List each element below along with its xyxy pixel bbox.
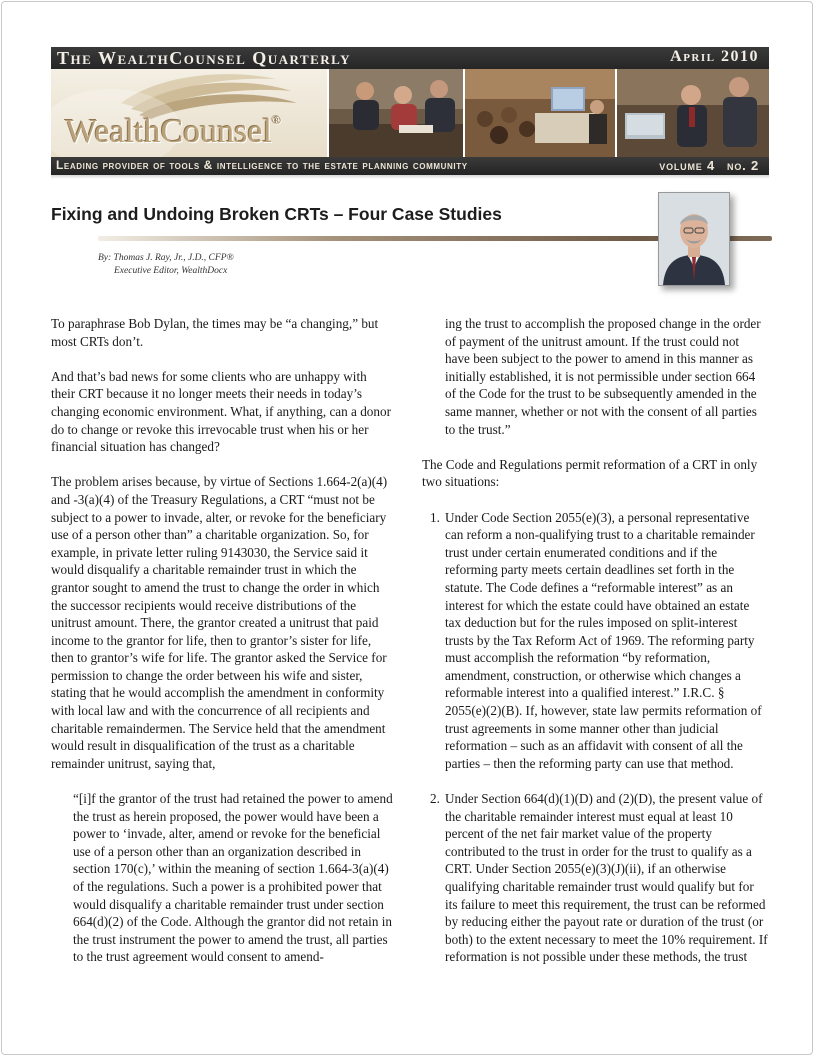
newsletter-page: [1, 1, 813, 1055]
byline-role: Executive Editor, WealthDocx: [114, 266, 228, 276]
byline-author: By: Thomas J. Ray, Jr., J.D., CFP®: [98, 253, 234, 263]
registered-mark: ®: [271, 113, 282, 127]
author-portrait: [658, 192, 730, 286]
author-portrait-icon: [659, 193, 729, 285]
office-discussion-photo-icon: [617, 69, 769, 157]
paragraph: The problem arises because, by virtue of Sections 1.664-2(a)(4) and -3(a)(4) of the Treasury Regulations, a CRT “must not be subject to a power to invade, alter, or revoke for the beneficiary use of a person other than” a charitable organization. So, for example, in private letter ruling 9143030, the Service said it would disqualify a charitable remainder trust in which the grantor sought to amend the trust to change the order in which the successor recipients would receive distributions of the unitrust amount. There, the grantor created a unitrust that paid income to the grantor for life, then to grantor’s sister for life, then to grantor’s wife for life. The grantor asked the Service for permission to change the order between his wife and sister, stating that he would accomplish the amendment in conformity with local law and with the concurrence of all recipients and charitable remaindermen. The Service held that the amendment would result in disqualification of the trust as a charitable remainder unitrust, saying that,: [51, 474, 388, 771]
masthead-bottom-bar: [51, 157, 769, 175]
photo-business-meeting: [329, 69, 463, 157]
logo-wordmark-text: WealthCounsel: [65, 113, 272, 150]
list-number: 1.: [430, 509, 440, 525]
presentation-photo-icon: [465, 69, 615, 157]
paragraph: The Code and Regulations permit reformation of a CRT in only two situations:: [422, 456, 758, 490]
issue-volume: [655, 158, 759, 173]
masthead-shadow: [51, 175, 769, 179]
logo-wordmark: [65, 113, 281, 151]
business-meeting-photo-icon: [329, 69, 463, 157]
list-item-text: Under Section 664(d)(1)(D) and (2)(D), the present value of the charitable remainder interest must equal at least 10 percent of the net fair market value of the property contributed to the trust in order for the trust to qualify as a CRT. Under Section 2055(e)(3)(J)(ii), if an otherwise qualifying charitable remainder trust would qualify but for its failure to meet this requirement, the trust can be reformed by reducing either the payout rate or duration of the trust (or both) to the extent necessary to meet the 10% requirement. If reformation is not possible under these methods, the trust: [445, 791, 768, 965]
list-item: [422, 509, 768, 773]
byline: [98, 252, 234, 278]
masthead: [51, 47, 769, 178]
numbered-list: [422, 509, 768, 966]
masthead-tagline: Leading provider of tools & intelligence to the estate planning community: [56, 158, 468, 172]
newsletter-title: The WealthCounsel Quarterly: [57, 48, 352, 68]
wealthcounsel-logo: [51, 69, 327, 157]
list-number: 2.: [430, 791, 440, 807]
paragraph: And that’s bad news for some clients who are unhappy with their CRT because it no longer meets their needs in today’s changing economic environment. What, if anything, can a donor do to change or revoke this irrevocable trust when his or her financial situation has changed?: [51, 368, 391, 455]
masthead-banner: [51, 69, 769, 157]
article-title: Fixing and Undoing Broken CRTs – Four Case Studies: [51, 204, 502, 224]
paragraph: To paraphrase Bob Dylan, the times may be “a changing,” but most CRTs don’t.: [51, 316, 379, 349]
right-column: [422, 315, 768, 984]
number-label: no. 2: [727, 158, 759, 173]
list-item-text: Under Code Section 2055(e)(3), a personal representative can reform a non-qualifying trust to a charitable remainder trust under certain enumerated conditions and if the reforming party meets certain deadlines set forth in the statute. The Code defines a “reformable interest” as an interest for which the estate could have obtained an estate tax deduction but for the rules imposed on split-interest trusts by the Tax Reform Act of 1969. The reforming party must accomplish the reformation “by reformation, amendment, construction, or otherwise which changes a reformable interest into a qualified interest.” I.R.C. § 2055(e)(2)(B). If, however, state law permits reformation of trust agreements in some manner other than judicial reformation – such as an affidavit with consent of all the parties – then the reforming party can use that method.: [445, 509, 762, 771]
volume-label: volume 4: [659, 158, 716, 173]
photo-presentation: [465, 69, 615, 157]
block-quote: “[i]f the grantor of the trust had retained the power to amend the trust as herein proposed, the power would have been a power to ‘invade, alter, amend or revoke for the beneficial use of a person other than an organization described in section 170(c),’ within the meaning of section 1.664-3(a)(4) of the regulations. Such a power is a prohibited power that would disqualify a charitable remainder trust under section 664(d)(2) of the Code. Although the grantor did not retain in the trust instrument the power to amend the trust, all parties to the trust agreement would consent to amend-: [73, 791, 393, 965]
photo-office-discussion: [617, 69, 769, 157]
masthead-top-bar: [51, 47, 769, 69]
issue-date: April 2010: [670, 48, 759, 65]
list-item: [422, 790, 768, 966]
block-quote-continued: ing the trust to accomplish the proposed change in the order of payment of the unitrust amount. If the trust could not have been subject to the power to amend in this manner as initially established, it is not permissible under section 664 of the Code for the trust to be subsequently amended in the same manner, whether or not with the consent of all parties to the trust.”: [445, 316, 761, 437]
left-column: [51, 315, 393, 984]
